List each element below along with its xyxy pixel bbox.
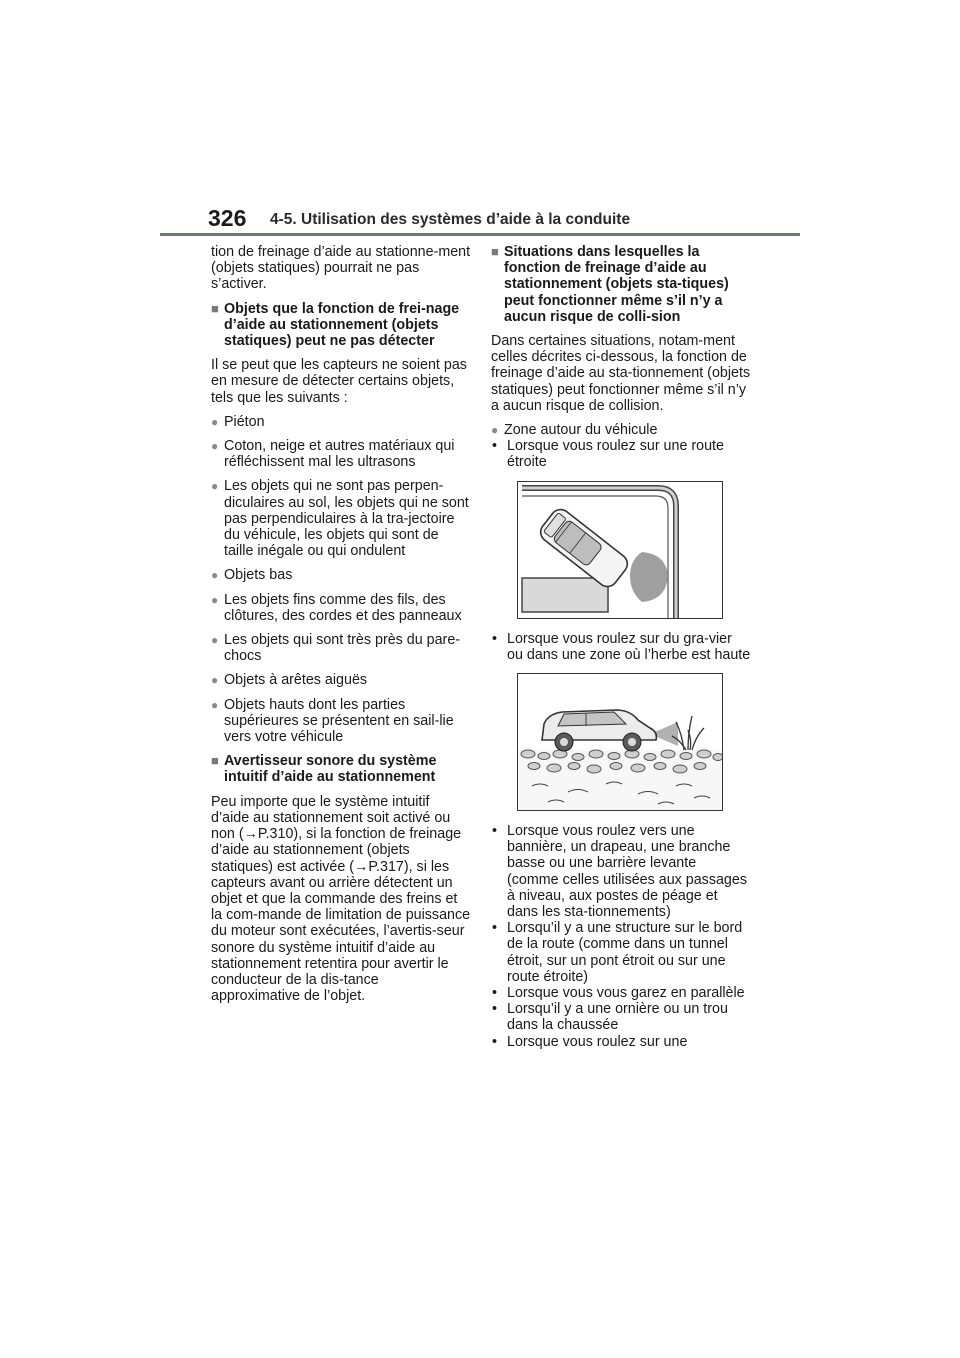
list-item: ● Objets à arêtes aiguës — [211, 672, 368, 689]
list-item: ● Les objets qui ne sont pas perpen-diculaires au sol, les objets qui ne sont pas perpendiculaires à la tra-jectoire du véhicule, les objets qui sont de taille inégale ou qui ondulent — [211, 478, 469, 560]
heading-undetected-objects: ■ Objets que la fonction de frei-nage d’aide au stationnement (objets statiques) peut ne pas détecter — [211, 300, 460, 350]
intro-paragraph: tion de freinage d’aide au stationne-ment (objets statiques) pourrait ne pas s’activer. — [211, 244, 471, 293]
list-item: ● Zone autour du véhicule — [491, 422, 658, 439]
circle-bullet-icon: ● — [211, 633, 219, 648]
square-bullet-icon: ■ — [211, 300, 219, 316]
list-item: ● Objets hauts dont les parties supérieures se présentent en sail-lie vers votre véhicule — [211, 696, 454, 746]
circle-bullet-icon: ● — [491, 423, 499, 438]
gravel-grass-illustration — [517, 673, 723, 811]
page-header — [208, 205, 748, 235]
page-number: 326 — [208, 205, 247, 231]
header-rule — [160, 233, 800, 236]
left-column — [211, 244, 471, 1012]
list-item: ● Les objets fins comme des fils, des clôtures, des cordes et des panneaux — [211, 591, 462, 624]
right-column — [491, 244, 751, 1050]
section-title: 4-5. Utilisation des systèmes d’aide à la conduite — [270, 211, 631, 228]
list-item: ● Les objets qui sont très près du pare-chocs — [211, 632, 461, 665]
sub-item: • Lorsque vous vous garez en parallèle — [492, 985, 745, 1002]
circle-bullet-icon: ● — [211, 439, 219, 454]
circle-bullet-icon: ● — [211, 568, 219, 583]
sub-item: • Lorsqu’il y a une ornière ou un trou dans la chaussée — [492, 1001, 728, 1034]
list-item: ● Objets bas — [211, 567, 293, 584]
sub-item: • Lorsque vous roulez sur une route étroite — [492, 438, 724, 471]
circle-bullet-icon: ● — [211, 697, 219, 712]
sub-item: • Lorsqu’il y a une structure sur le bord de la route (comme dans un tunnel étroit, sur un pont étroit ou sur une route étroite) — [492, 920, 743, 985]
circle-bullet-icon: ● — [211, 479, 219, 494]
sub-item: • Lorsque vous roulez sur une — [492, 1033, 688, 1050]
square-bullet-icon: ■ — [491, 244, 499, 259]
list-item: ● Piéton — [211, 413, 265, 430]
heading-situations: ■ Situations dans lesquelles la fonction de freinage d’aide au stationnement (objets sta-tiques) peut fonctionner même s’il n’y a aucun risque de colli-sion — [491, 244, 729, 325]
narrow-road-illustration — [517, 481, 723, 619]
heading-buzzer: ■ Avertisseur sonore du système intuitif d’aide au stationnement — [211, 753, 437, 786]
paragraph-buzzer: Peu importe que le système intuitif d’aide au stationnement soit activé ou non (→P.310), si la fonction de freinage d’aide au stationnement (objets statiques) est activée (→P.317), si les capteurs avant ou arrière détectent un objet et que la commande des freins et la com-mande de limitation de puissance du moteur sont exécutées, l’avertis-seur sonore du système intuitif d’aide au stationnement retentira pour avertir le conducteur de la dis-tance approximative de l’objet. — [211, 793, 471, 1005]
circle-bullet-icon: ● — [211, 592, 219, 607]
circle-bullet-icon: ● — [211, 414, 219, 429]
paragraph-sensors: Il se peut que les capteurs ne soient pas en mesure de détecter certains objets, tels que les suivants : — [211, 357, 467, 406]
list-item: ● Coton, neige et autres matériaux qui réfléchissent mal les ultrasons — [211, 438, 455, 471]
sub-item: • Lorsque vous roulez vers une bannière, un drapeau, une branche basse ou une barrière levante (comme celles utilisées aux passages à niveau, aux postes de péage et dans les sta-tionnements) — [492, 823, 747, 921]
circle-bullet-icon: ● — [211, 673, 219, 688]
paragraph-situations: Dans certaines situations, notam-ment celles décrites ci-dessous, la fonction de freinage d’aide au sta-tionnement (objets statiques) peut fonctionner même s’il n’y a aucun risque de collision. — [491, 333, 751, 414]
square-bullet-icon: ■ — [211, 753, 219, 769]
sub-item: • Lorsque vous roulez sur du gra-vier ou dans une zone où l’herbe est haute — [492, 630, 751, 663]
